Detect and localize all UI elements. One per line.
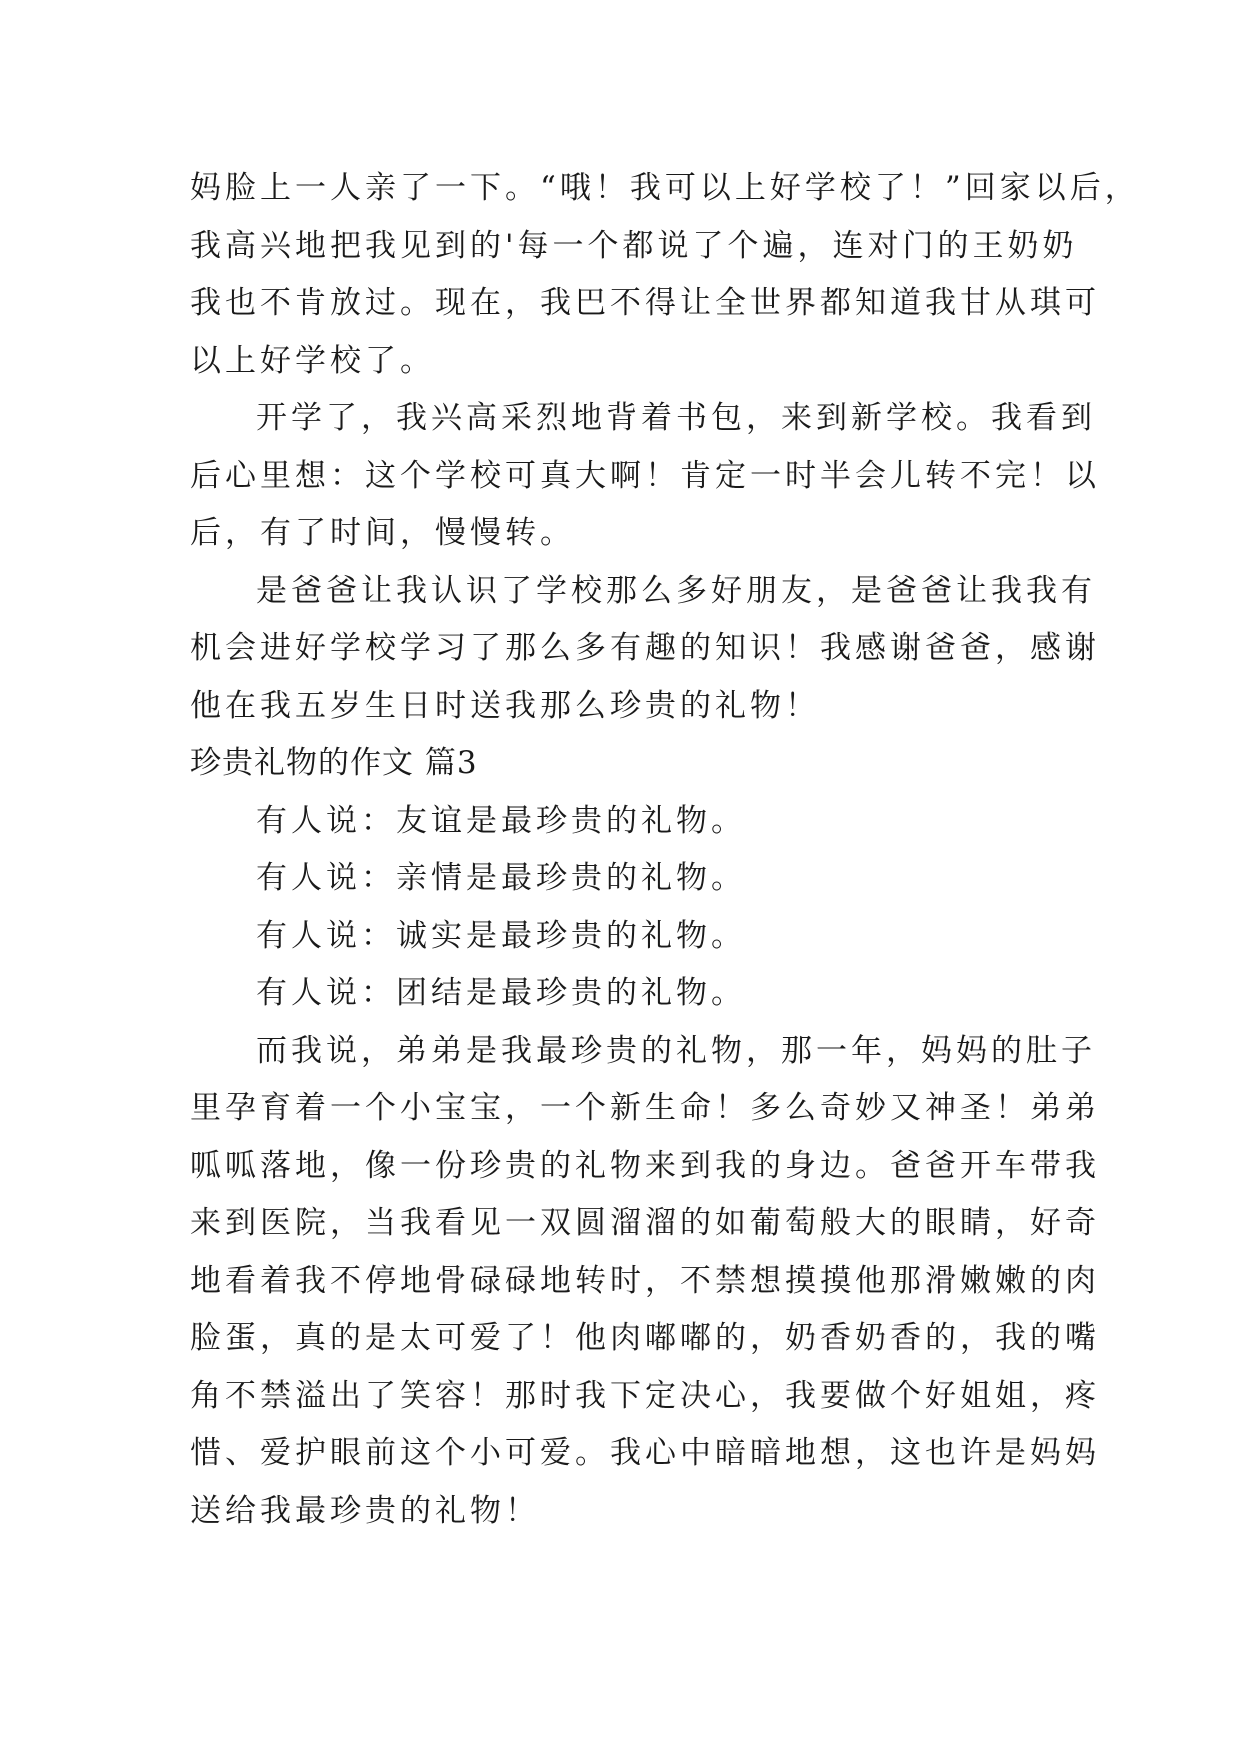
text-line: 后心里想：这个学校可真大啊！肯定一时半会儿转不完！以 (190, 457, 1100, 494)
text-line: 有人说：亲情是最珍贵的礼物。 (256, 860, 746, 896)
text-line: 地看着我不停地骨碌碌地转时，不禁想摸摸他那滑嫩嫩的肉 (190, 1262, 1100, 1299)
text-line: 而我说，弟弟是我最珍贵的礼物，那一年，妈妈的肚子 (256, 1032, 1096, 1069)
text-line: 以上好学校了。 (190, 342, 435, 379)
text-line: 机会进好学校学习了那么多有趣的知识！我感谢爸爸，感谢 (190, 630, 1100, 666)
text-line: 角不禁溢出了笑容！那时我下定决心，我要做个好姐姐，疼 (190, 1377, 1100, 1414)
document-page (190, 160, 1140, 1540)
text-line: 后，有了时间，慢慢转。 (190, 515, 575, 551)
text-line: 有人说：团结是最珍贵的礼物。 (256, 975, 746, 1011)
text-line: 开学了，我兴高采烈地背着书包，来到新学校。我看到 (256, 400, 1096, 436)
text-line: 来到医院，当我看见一双圆溜溜的如葡萄般大的眼睛，好奇 (190, 1205, 1100, 1241)
text-line: 惜、爱护眼前这个小可爱。我心中暗暗地想，这也许是妈妈 (190, 1435, 1100, 1471)
text-line: 送给我最珍贵的礼物！ (190, 1492, 540, 1529)
text-line: 我高兴地把我见到的'每一个都说了个遍，连对门的王奶奶 (190, 227, 1078, 264)
text-line: 是爸爸让我认识了学校那么多好朋友，是爸爸让我我有 (256, 572, 1096, 609)
text-line: 我也不肯放过。现在，我巴不得让全世界都知道我甘从琪可 (190, 285, 1100, 321)
text-line: 妈脸上一人亲了一下。“哦！我可以上好学校了！”回家以后， (190, 170, 1140, 206)
text-line: 有人说：友谊是最珍贵的礼物。 (256, 802, 746, 839)
text-line: 脸蛋，真的是太可爱了！他肉嘟嘟的，奶香奶香的，我的嘴 (190, 1320, 1100, 1356)
section-heading: 珍贵礼物的作文 篇3 (190, 745, 478, 781)
text-line: 他在我五岁生日时送我那么珍贵的礼物！ (190, 687, 820, 724)
text-line: 呱呱落地，像一份珍贵的礼物来到我的身边。爸爸开车带我 (190, 1147, 1100, 1184)
text-line: 里孕育着一个小宝宝，一个新生命！多么奇妙又神圣！弟弟 (190, 1090, 1100, 1126)
text-line: 有人说：诚实是最珍贵的礼物。 (256, 917, 746, 954)
